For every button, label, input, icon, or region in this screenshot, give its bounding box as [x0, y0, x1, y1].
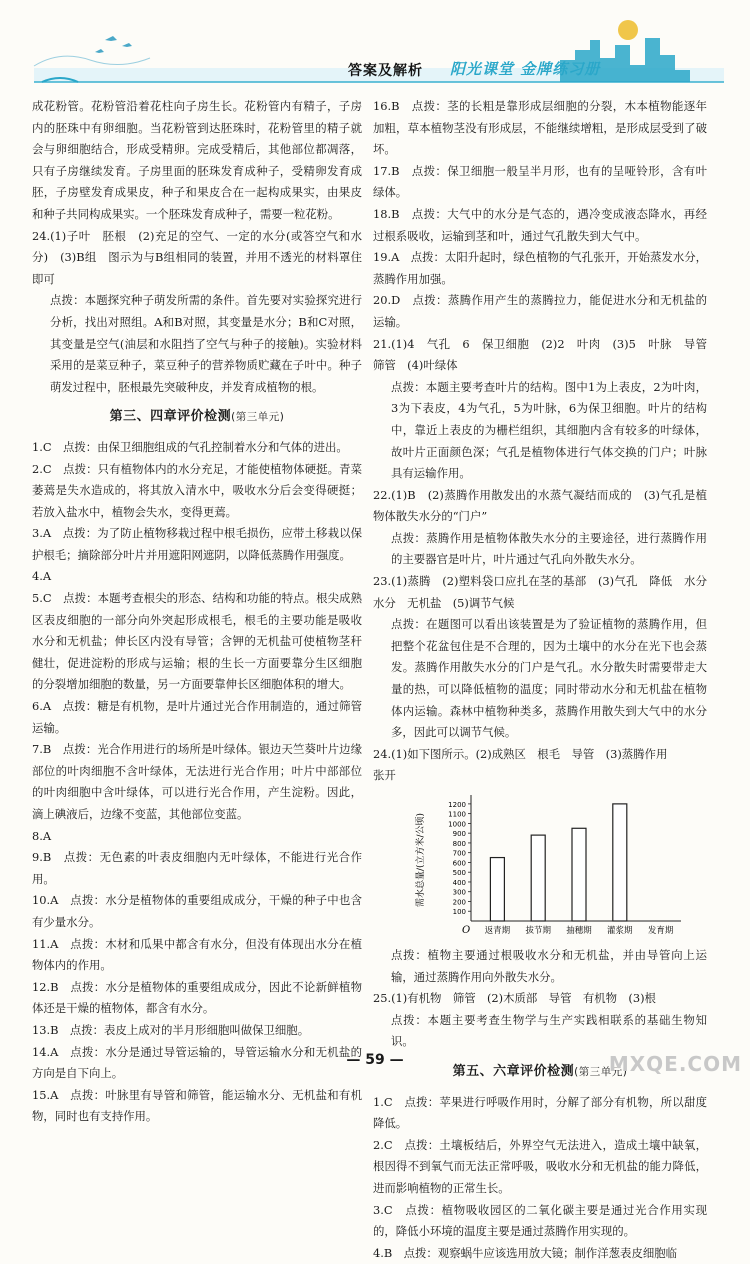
- answer-hint: 点拨：在题图可以看出该装置是为了验证植物的蒸腾作用，但把整个花盆包住是不合理的，因为土壤中的水分在光下也会蒸发。蒸腾作用散失水分的门户是气孔。水分散失时需要带走大量的热，可以降低植物的温度；同时带动水分和无机盐在植物体内运输。森林中植物种类多，蒸腾作用散失到大气中的水分多，因此可以调节气候。: [391, 617, 707, 740]
- x-tick-label: 抽穗期: [566, 926, 592, 936]
- answer-item: 6.A 点拨：糖是有机物，是叶片通过光合作用制造的，通过筛管运输。: [32, 699, 362, 735]
- section-title-text: 第三、四章评价检测: [109, 409, 232, 425]
- answer-hint: 点拨：蒸腾作用是植物体散失水分的主要途径，进行蒸腾作用的主要器官是叶片，叶片通过气孔向外散失水分。: [391, 530, 707, 567]
- answer-item: 1.C 点拨：由保卫细胞组成的气孔控制着水分和气体的进出。: [32, 439, 348, 454]
- page-header: [0, 0, 750, 92]
- y-tick-label: 1200: [448, 800, 466, 809]
- answer-hint: 点拨：本题主要考查生物学与生产实践相联系的基础生物知识。: [391, 1012, 707, 1049]
- y-tick-label: 500: [452, 869, 466, 878]
- answer-item: 16.B 点拨：茎的长粗是靠形成层细胞的分裂，木本植物能逐年加粗，草本植物茎没有形成层，不能继续增粗，是形成层受到了破坏。: [373, 99, 707, 157]
- answer-item: 19.A 点拨：太阳升起时，绿色植物的气孔张开，开始蒸发水分，蒸腾作用加强。: [373, 250, 707, 286]
- answer-item: 7.B 点拨：光合作用进行的场所是叶绿体。银边天竺葵叶片边缘部位的叶肉细胞不含叶绿体，无法进行光合作用；叶片中部部位的叶肉细胞中含叶绿体，可以进行光合作用，产生淀粉。因此，滴上碘液后，边缘不变蓝，其他部位变蓝。: [32, 742, 362, 821]
- watermark: MXQE.COM: [608, 1052, 742, 1076]
- answer-item: 15.A 点拨：叶脉里有导管和筛管，能运输水分、无机盐和有机物，同时也有支持作用。: [32, 1087, 362, 1124]
- answer-item: 18.B 点拨：大气中的水分是气态的，遇冷变成液态降水，再经过根系吸收，运输到茎和叶，通过气孔散失到大气中。: [373, 206, 707, 243]
- y-tick-label: 600: [452, 859, 466, 868]
- answer-item: 24.(1)如下图所示。(2)成熟区 根毛 导管 (3)蒸腾作用: [373, 746, 668, 761]
- answer-hint: 点拨：植物主要通过根吸收水分和无机盐，并由导管向上运输，通过蒸腾作用向外散失水分。: [391, 948, 707, 984]
- section-subtitle: (第三单元): [574, 1065, 628, 1078]
- y-tick-label: 300: [452, 888, 466, 897]
- page-number: — 59 —: [346, 1052, 404, 1068]
- answer-item: 11.A 点拨：木材和瓜果中都含有水分，但没有体现出水分在植物体内的作用。: [32, 936, 362, 973]
- left-column: [32, 96, 362, 1128]
- y-tick-label: 200: [452, 898, 466, 907]
- answer-item: 22.(1)B (2)蒸腾作用散发出的水蒸气凝结而成的 (3)气孔是植物体散失水分的“门户”: [373, 487, 707, 524]
- answer-item: 21.(1)4 气孔 6 保卫细胞 (2)2 叶肉 (3)5 叶脉 导管 筛管 (4)叶绿体: [373, 336, 719, 373]
- answer-item: 20.D 点拨：蒸腾作用产生的蒸腾拉力，能促进水分和无机盐的运输。: [373, 293, 707, 329]
- y-tick-label: 700: [452, 849, 466, 858]
- chart-svg: [401, 789, 691, 941]
- bar: [490, 858, 504, 921]
- right-column: [373, 96, 719, 1264]
- answer-item: 10.A 点拨：水分是植物体的重要组成成分，干燥的种子中也含有少量水分。: [32, 893, 362, 929]
- answer-item: 张开: [373, 768, 396, 783]
- y-tick-label: 100: [452, 908, 466, 917]
- answer-item: 14.A 点拨：水分是通过导管运输的，导管运输水分和无机盐的方向是自下向上。: [32, 1044, 362, 1081]
- answer-hint: 点拨：本题主要考查叶片的结构。图中1为上表皮，2为叶肉，3为下表皮，4为气孔，5为叶脉，6为保卫细胞。叶片的结构中，靠近上表皮的为栅栏组织，其细胞内含有较多的叶绿体，故叶片正面颜色深；气孔是植物体进行气体交换的门户；叶脉具有运输作用。: [391, 379, 707, 481]
- x-tick-label: 返青期: [484, 926, 511, 936]
- origin-label: O: [462, 925, 471, 936]
- y-tick-label: 900: [452, 830, 466, 839]
- answer-item: 12.B 点拨：水分是植物体的重要组成成分，因此不论新鲜植物体还是干燥的植物体，都含有水分。: [32, 979, 362, 1016]
- answer-item: 2.C 点拨：只有植物体内的水分充足，才能使植物体硬挺。青菜萎蔫是失水造成的，将其放入清水中，吸收水分后会变得硬挺；若放入盐水中，植物会失水，变得更蔫。: [32, 461, 362, 519]
- x-tick-label: 发育期: [647, 926, 674, 936]
- y-axis-label: 需水总量/(立方米/公顷): [416, 812, 426, 908]
- answer-item: 4.B 点拨：观察蜗牛应该选用放大镜；制作洋葱表皮细胞临: [373, 1245, 678, 1260]
- answer-item: 13.B 点拨：表皮上成对的半月形细胞叫做保卫细胞。: [32, 1022, 310, 1037]
- answer-item: 25.(1)有机物 筛管 (2)木质部 导管 有机物 (3)根: [373, 991, 656, 1006]
- y-tick-label: 800: [452, 839, 466, 848]
- answer-q24-hint: 点拨：本题探究种子萌发所需的条件。首先要对实验探究进行分析，找出对照组。A和B对照，其变量是水分；B和C对照，其变量是空气(油层和水阻挡了空气与种子的接触)。实验材料采用的是菜豆种子，菜豆种子的营养物质贮藏在子叶中。种子萌发过程中，胚根最先突破种皮，并发育成植物的根。: [50, 293, 362, 394]
- answer-item: 3.C 点拨：植物吸收园区的二氧化碳主要是通过光合作用实现的，降低小环境的温度主要是通过蒸腾作用实现的。: [373, 1202, 707, 1239]
- y-tick-label: 400: [452, 878, 466, 887]
- answer-item: 8.A: [32, 828, 52, 843]
- bar: [613, 804, 627, 921]
- y-tick-label: 1100: [448, 810, 466, 819]
- answer-item: 23.(1)蒸腾 (2)塑料袋口应扎在茎的基部 (3)气孔 降低 水分 水分 无机盐 (5)调节气候: [373, 574, 719, 610]
- x-tick-label: 灌浆期: [607, 926, 633, 936]
- x-tick-label: 拔节期: [525, 926, 551, 936]
- water-demand-chart: [401, 789, 691, 941]
- answer-item: 9.B 点拨：无色素的叶表皮细胞内无叶绿体，不能进行光合作用。: [32, 850, 362, 886]
- answer-item: 5.C 点拨：本题考查根尖的形态、结构和功能的特点。根尖成熟区表皮细胞的一部分向外突起形成根毛，根毛的主要功能是吸收水分和无机盐；伸长区内没有导管；含钾的无机盐可使植物茎秆健壮，促进淀粉的形成与运输；根的生长一方面要靠分生区细胞的分裂增加细胞的数量，另一方面要靠伸长区细胞体积的增大。: [32, 591, 362, 692]
- answer-item: 1.C 点拨：苹果进行呼吸作用时，分解了部分有机物，所以甜度降低。: [373, 1094, 707, 1131]
- bar: [572, 828, 586, 921]
- y-tick-label: 1000: [448, 820, 466, 829]
- section-title-text: 第五、六章评价检测: [452, 1063, 575, 1079]
- answer-item: 3.A 点拨：为了防止植物移栽过程中根毛损伤，应带土移栽以保护根毛；摘除部分叶片并用遮阳网遮阴，以降低蒸腾作用强度。: [32, 526, 362, 562]
- answer-paragraph: 成花粉管。花粉管沿着花柱向子房生长。花粉管内有精子，子房内的胚珠中有卵细胞。当花粉管到达胚珠时，花粉管里的精子就会与卵细胞结合，形成受精卵。完成受精后，其他部位都凋落，只有子房继续发育。子房里面的胚珠发育成种子，受精卵发育成胚，子房壁发育成果皮，种子和果皮合在一起构成果实，由果皮和种子共同构成果实。一个胚珠发育成种子，需要一粒花粉。: [32, 99, 362, 221]
- answer-item: 17.B 点拨：保卫细胞一般呈半月形，也有的呈哑铃形，含有叶绿体。: [373, 163, 707, 200]
- answer-q24: 24.(1)子叶 胚根 (2)充足的空气、一定的水分(或答空气和水分) (3)B组 图示为与B组相同的装置，并用不透光的材料罩住即可: [32, 228, 362, 286]
- section-title-3-4: [32, 406, 362, 429]
- section-subtitle: (第三单元): [231, 411, 285, 424]
- answer-item: 4.A: [32, 569, 52, 584]
- header-brand: 阳光课堂 金牌练习册: [450, 60, 601, 78]
- header-section-title: 答案及解析: [348, 63, 423, 79]
- bar: [531, 835, 545, 921]
- answer-item: 2.C 点拨：土壤板结后，外界空气无法进入，造成土壤中缺氧，根因得不到氧气而无法正常呼吸，吸收水分和无机盐的能力降低，进而影响植物的正常生长。: [373, 1137, 707, 1195]
